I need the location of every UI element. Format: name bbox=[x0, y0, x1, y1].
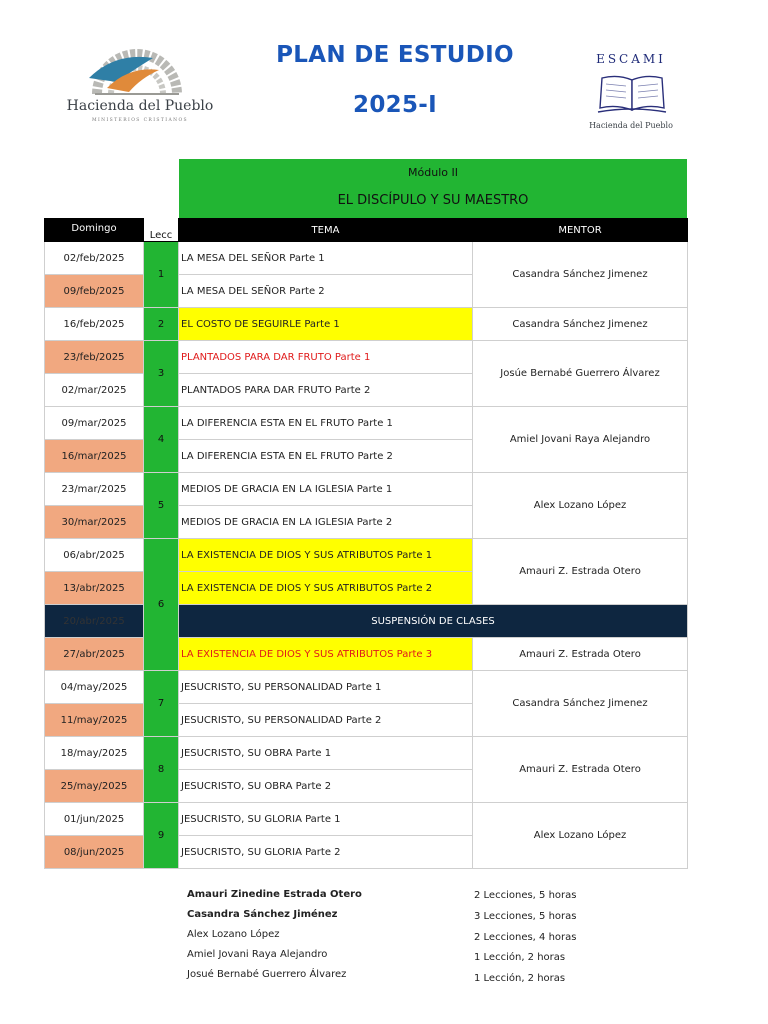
lesson-cell: 4 bbox=[144, 407, 179, 473]
date-cell: 09/mar/2025 bbox=[45, 407, 144, 440]
topic-cell: PLANTADOS PARA DAR FRUTO Parte 2 bbox=[179, 374, 473, 407]
topic-cell: LA EXISTENCIA DE DIOS Y SUS ATRIBUTOS Parte 2 bbox=[179, 572, 473, 605]
mentor-cell: Amauri Z. Estrada Otero bbox=[473, 539, 688, 605]
table-row bbox=[45, 242, 688, 275]
schedule-table bbox=[44, 218, 688, 869]
hacienda-logo bbox=[55, 48, 220, 130]
mentor-cell: Casandra Sánchez Jimenez bbox=[473, 308, 688, 341]
date-cell: 01/jun/2025 bbox=[45, 803, 144, 836]
date-cell: 23/feb/2025 bbox=[45, 341, 144, 374]
summary-name: Casandra Sánchez Jiménez bbox=[187, 909, 338, 920]
hacienda-logo-text: Hacienda del Pueblo bbox=[66, 98, 214, 114]
date-cell: 16/mar/2025 bbox=[45, 440, 144, 473]
lesson-cell: 5 bbox=[144, 473, 179, 539]
header-date: Domingo bbox=[45, 219, 144, 242]
date-cell: 27/abr/2025 bbox=[45, 638, 144, 671]
summary-hours: 3 Lecciones, 5 horas bbox=[474, 911, 577, 922]
page-title: PLAN DE ESTUDIO bbox=[276, 42, 514, 68]
topic-cell: LA DIFERENCIA ESTA EN EL FRUTO Parte 1 bbox=[179, 407, 473, 440]
topic-cell: JESUCRISTO, SU GLORIA Parte 2 bbox=[179, 836, 473, 869]
topic-cell: JESUCRISTO, SU PERSONALIDAD Parte 1 bbox=[179, 671, 473, 704]
hacienda-logo-subtext: MINISTERIOS CRISTIANOS bbox=[91, 118, 189, 123]
date-cell: 20/abr/2025 bbox=[45, 605, 144, 638]
topic-cell: PLANTADOS PARA DAR FRUTO Parte 1 bbox=[179, 341, 473, 374]
topic-cell: JESUCRISTO, SU OBRA Parte 2 bbox=[179, 770, 473, 803]
summary-name: Amauri Zinedine Estrada Otero bbox=[187, 889, 362, 900]
topic-cell: JESUCRISTO, SU PERSONALIDAD Parte 2 bbox=[179, 704, 473, 737]
date-cell: 09/feb/2025 bbox=[45, 275, 144, 308]
date-cell: 16/feb/2025 bbox=[45, 308, 144, 341]
topic-cell: EL COSTO DE SEGUIRLE Parte 1 bbox=[179, 308, 473, 341]
header-tema: TEMA bbox=[179, 219, 473, 242]
module-name: EL DISCÍPULO Y SU MAESTRO bbox=[337, 193, 529, 208]
date-cell: 11/may/2025 bbox=[45, 704, 144, 737]
table-row bbox=[45, 539, 688, 572]
mentor-cell: Amauri Z. Estrada Otero bbox=[473, 737, 688, 803]
topic-cell: LA EXISTENCIA DE DIOS Y SUS ATRIBUTOS Parte 3 bbox=[179, 638, 473, 671]
lesson-cell: 8 bbox=[144, 737, 179, 803]
mentor-cell: Alex Lozano López bbox=[473, 803, 688, 869]
summary-hours: 1 Lección, 2 horas bbox=[474, 952, 566, 963]
summary-name: Amiel Jovani Raya Alejandro bbox=[187, 949, 328, 960]
date-cell: 02/feb/2025 bbox=[45, 242, 144, 275]
topic-cell: JESUCRISTO, SU GLORIA Parte 1 bbox=[179, 803, 473, 836]
mentor-cell: Amiel Jovani Raya Alejandro bbox=[473, 407, 688, 473]
date-cell: 04/may/2025 bbox=[45, 671, 144, 704]
summary-hours: 1 Lección, 2 horas bbox=[474, 973, 566, 984]
page-subtitle-year: 2025-I bbox=[353, 92, 437, 118]
lesson-cell: 1 bbox=[144, 242, 179, 308]
escami-logo-subtext: Hacienda del Pueblo bbox=[589, 121, 673, 130]
table-row bbox=[45, 638, 688, 671]
table-row bbox=[45, 671, 688, 704]
mentor-cell: Alex Lozano López bbox=[473, 473, 688, 539]
summary-name: Alex Lozano López bbox=[187, 929, 280, 940]
date-cell: 06/abr/2025 bbox=[45, 539, 144, 572]
topic-cell: LA DIFERENCIA ESTA EN EL FRUTO Parte 2 bbox=[179, 440, 473, 473]
mentor-cell: Casandra Sánchez Jimenez bbox=[473, 242, 688, 308]
suspension-banner: SUSPENSIÓN DE CLASES bbox=[179, 605, 688, 638]
topic-cell: LA EXISTENCIA DE DIOS Y SUS ATRIBUTOS Parte 1 bbox=[179, 539, 473, 572]
table-row bbox=[45, 407, 688, 440]
lesson-cell: 6 bbox=[144, 539, 179, 671]
module-label: Módulo II bbox=[408, 166, 458, 179]
lesson-cell: 7 bbox=[144, 671, 179, 737]
module-header bbox=[179, 159, 687, 218]
topic-cell: LA MESA DEL SEÑOR Parte 1 bbox=[179, 242, 473, 275]
mentor-cell: Casandra Sánchez Jimenez bbox=[473, 671, 688, 737]
date-cell: 18/may/2025 bbox=[45, 737, 144, 770]
topic-cell: LA MESA DEL SEÑOR Parte 2 bbox=[179, 275, 473, 308]
table-row bbox=[45, 473, 688, 506]
lesson-cell: 9 bbox=[144, 803, 179, 869]
date-cell: 25/may/2025 bbox=[45, 770, 144, 803]
topic-cell: MEDIOS DE GRACIA EN LA IGLESIA Parte 1 bbox=[179, 473, 473, 506]
lesson-cell: 2 bbox=[144, 308, 179, 341]
header-lecc: Lecc bbox=[144, 219, 179, 242]
header-mentor: MENTOR bbox=[473, 219, 688, 242]
suspension-row bbox=[45, 605, 688, 638]
lesson-cell: 3 bbox=[144, 341, 179, 407]
table-row bbox=[45, 341, 688, 374]
table-header-row bbox=[45, 219, 688, 242]
table-row bbox=[45, 308, 688, 341]
escami-logo bbox=[586, 48, 676, 136]
escami-logo-text: ESCAMI bbox=[596, 52, 666, 66]
mentor-cell: Amauri Z. Estrada Otero bbox=[473, 638, 688, 671]
summary-name: Josué Bernabé Guerrero Álvarez bbox=[187, 969, 347, 980]
date-cell: 23/mar/2025 bbox=[45, 473, 144, 506]
mentor-cell: Josúe Bernabé Guerrero Álvarez bbox=[473, 341, 688, 407]
date-cell: 30/mar/2025 bbox=[45, 506, 144, 539]
summary-hours: 2 Lecciones, 5 horas bbox=[474, 890, 577, 901]
topic-cell: MEDIOS DE GRACIA EN LA IGLESIA Parte 2 bbox=[179, 506, 473, 539]
date-cell: 02/mar/2025 bbox=[45, 374, 144, 407]
topic-cell: JESUCRISTO, SU OBRA Parte 1 bbox=[179, 737, 473, 770]
hacienda-arch-icon bbox=[55, 48, 220, 98]
date-cell: 13/abr/2025 bbox=[45, 572, 144, 605]
table-row bbox=[45, 803, 688, 836]
table-row bbox=[45, 737, 688, 770]
date-cell: 08/jun/2025 bbox=[45, 836, 144, 869]
open-book-icon bbox=[594, 70, 670, 120]
summary-hours: 2 Lecciones, 4 horas bbox=[474, 932, 577, 943]
